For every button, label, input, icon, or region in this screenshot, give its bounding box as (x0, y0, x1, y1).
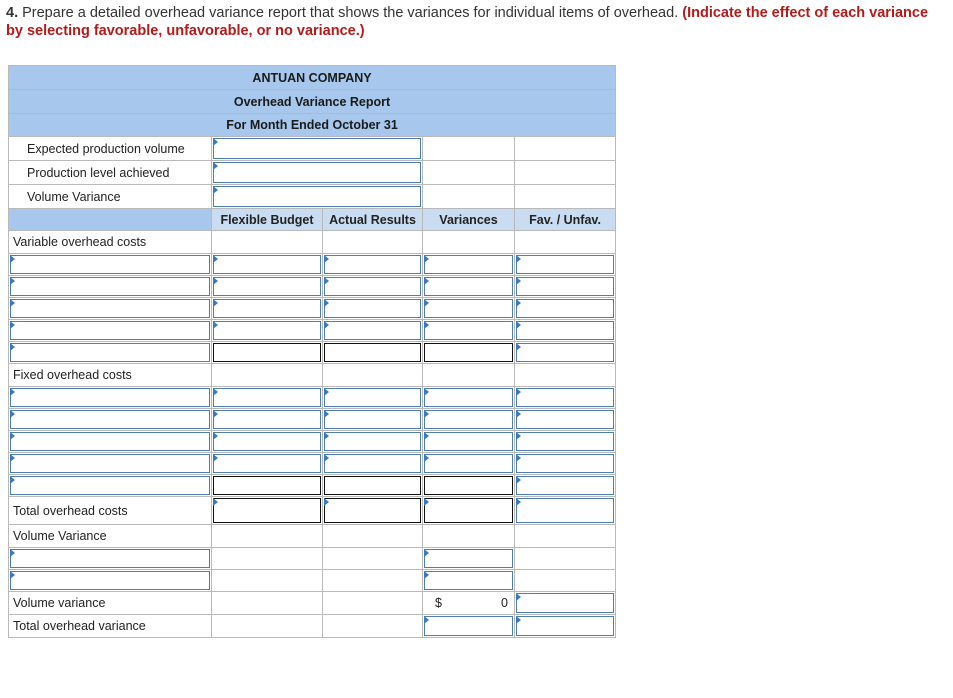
dropdown-arrow-icon (424, 299, 429, 307)
variable-flexible-input[interactable] (212, 276, 323, 298)
fixed-flexible-input[interactable] (212, 453, 323, 475)
variable-total-flexible[interactable] (212, 342, 323, 364)
volume-variance-value: 0 (501, 596, 508, 610)
fixed-total-variance[interactable] (423, 475, 515, 497)
dropdown-arrow-icon (213, 498, 218, 506)
dropdown-arrow-icon (324, 498, 329, 506)
variable-actual-input[interactable] (323, 254, 423, 276)
dropdown-arrow-icon (10, 255, 15, 263)
dropdown-arrow-icon (424, 616, 429, 624)
dropdown-arrow-icon (516, 277, 521, 285)
dropdown-arrow-icon (213, 410, 218, 418)
variable-item-input[interactable] (9, 298, 212, 320)
column-fav-unfav: Fav. / Unfav. (515, 209, 616, 231)
total-overhead-variance-label: Total overhead variance (9, 615, 212, 638)
dropdown-arrow-icon (424, 321, 429, 329)
dropdown-arrow-icon (213, 162, 218, 170)
dropdown-arrow-icon (213, 388, 218, 396)
dropdown-arrow-icon (213, 454, 218, 462)
total-overhead-costs-label: Total overhead costs (9, 497, 212, 525)
fixed-total-flexible[interactable] (212, 475, 323, 497)
dropdown-arrow-icon (424, 571, 429, 579)
dropdown-arrow-icon (516, 410, 521, 418)
dropdown-arrow-icon (516, 616, 521, 624)
dropdown-arrow-icon (10, 343, 15, 351)
dropdown-arrow-icon (516, 343, 521, 351)
fixed-fav-unfav-select[interactable] (515, 453, 616, 475)
variable-flexible-input[interactable] (212, 254, 323, 276)
dropdown-arrow-icon (516, 454, 521, 462)
dropdown-arrow-icon (324, 277, 329, 285)
dropdown-arrow-icon (424, 410, 429, 418)
fixed-total-label-input[interactable] (9, 475, 212, 497)
report-title: Overhead Variance Report (9, 90, 616, 114)
variable-fav-unfav-select[interactable] (515, 320, 616, 342)
production-level-achieved-input[interactable] (212, 161, 423, 185)
fixed-actual-input[interactable] (323, 431, 423, 453)
variable-fav-unfav-select[interactable] (515, 254, 616, 276)
fixed-variance-input[interactable] (423, 387, 515, 409)
expected-production-volume-input[interactable] (212, 137, 423, 161)
fixed-actual-input[interactable] (323, 387, 423, 409)
production-level-achieved-label: Production level achieved (9, 161, 212, 185)
variable-actual-input[interactable] (323, 298, 423, 320)
variable-total-actual[interactable] (323, 342, 423, 364)
dropdown-arrow-icon (10, 476, 15, 484)
dropdown-arrow-icon (516, 476, 521, 484)
dropdown-arrow-icon (213, 255, 218, 263)
dropdown-arrow-icon (10, 410, 15, 418)
dropdown-arrow-icon (516, 498, 521, 506)
report-period: For Month Ended October 31 (9, 114, 616, 137)
fixed-flexible-input[interactable] (212, 409, 323, 431)
fixed-overhead-label: Fixed overhead costs (9, 364, 212, 387)
fixed-actual-input[interactable] (323, 453, 423, 475)
fixed-variance-input[interactable] (423, 431, 515, 453)
variable-total-label-input[interactable] (9, 342, 212, 364)
volume-variance-line2-amount[interactable] (423, 570, 515, 592)
variable-flexible-input[interactable] (212, 298, 323, 320)
dropdown-arrow-icon (10, 388, 15, 396)
volume-variance-amount (423, 592, 515, 615)
dropdown-arrow-icon (324, 388, 329, 396)
variable-total-variance[interactable] (423, 342, 515, 364)
dropdown-arrow-icon (424, 549, 429, 557)
volume-variance-row-label: Volume variance (9, 592, 212, 615)
dropdown-arrow-icon (516, 388, 521, 396)
overhead-variance-report (8, 65, 616, 638)
dropdown-arrow-icon (10, 299, 15, 307)
dropdown-arrow-icon (10, 571, 15, 579)
question-instruction: (Indicate the effect of each variance by selecting favorable, unfavorable, or no variance.) (6, 5, 929, 39)
variable-variance-input[interactable] (423, 254, 515, 276)
variable-actual-input[interactable] (323, 320, 423, 342)
total-overhead-variance-amount[interactable] (423, 615, 515, 638)
variable-variance-input[interactable] (423, 276, 515, 298)
dropdown-arrow-icon (324, 299, 329, 307)
dropdown-arrow-icon (324, 432, 329, 440)
dropdown-arrow-icon (10, 432, 15, 440)
volume-variance-line2-input[interactable] (9, 570, 212, 592)
dropdown-arrow-icon (424, 454, 429, 462)
question-number: 4. (6, 5, 19, 21)
dropdown-arrow-icon (10, 454, 15, 462)
variable-overhead-label: Variable overhead costs (9, 231, 212, 254)
dropdown-arrow-icon (213, 277, 218, 285)
total-overhead-actual[interactable] (323, 497, 423, 525)
dropdown-arrow-icon (324, 410, 329, 418)
volume-variance-line1-amount[interactable] (423, 548, 515, 570)
column-actual-results: Actual Results (323, 209, 423, 231)
volume-variance-top-input[interactable] (212, 185, 423, 209)
currency-symbol: $ (435, 596, 442, 610)
dropdown-arrow-icon (516, 321, 521, 329)
variable-fav-unfav-select[interactable] (515, 276, 616, 298)
total-overhead-variance-fav-unfav-select[interactable] (515, 615, 616, 638)
dropdown-arrow-icon (10, 277, 15, 285)
variable-actual-input[interactable] (323, 276, 423, 298)
company-name: ANTUAN COMPANY (9, 66, 616, 90)
dropdown-arrow-icon (213, 321, 218, 329)
fixed-actual-input[interactable] (323, 409, 423, 431)
fixed-total-actual[interactable] (323, 475, 423, 497)
variable-variance-input[interactable] (423, 320, 515, 342)
variable-total-fav-unfav-select[interactable] (515, 342, 616, 364)
column-flexible-budget: Flexible Budget (212, 209, 323, 231)
variable-flexible-input[interactable] (212, 320, 323, 342)
question-text (6, 4, 946, 40)
total-overhead-variance[interactable] (423, 497, 515, 525)
fixed-fav-unfav-select[interactable] (515, 431, 616, 453)
fixed-variance-input[interactable] (423, 409, 515, 431)
fixed-item-input[interactable] (9, 431, 212, 453)
fixed-variance-input[interactable] (423, 453, 515, 475)
volume-variance-top-label: Volume Variance (9, 185, 212, 209)
volume-variance-section-label: Volume Variance (9, 525, 212, 548)
variable-item-input[interactable] (9, 320, 212, 342)
volume-variance-fav-unfav-select[interactable] (515, 592, 616, 615)
volume-variance-line1-input[interactable] (9, 548, 212, 570)
fixed-flexible-input[interactable] (212, 431, 323, 453)
column-variances: Variances (423, 209, 515, 231)
dropdown-arrow-icon (516, 432, 521, 440)
dropdown-arrow-icon (324, 321, 329, 329)
dropdown-arrow-icon (424, 255, 429, 263)
expected-production-volume-label: Expected production volume (9, 137, 212, 161)
dropdown-arrow-icon (10, 321, 15, 329)
dropdown-arrow-icon (516, 299, 521, 307)
fixed-item-input[interactable] (9, 387, 212, 409)
dropdown-arrow-icon (10, 549, 15, 557)
dropdown-arrow-icon (213, 186, 218, 194)
variable-item-input[interactable] (9, 276, 212, 298)
dropdown-arrow-icon (424, 498, 429, 506)
fixed-flexible-input[interactable] (212, 387, 323, 409)
total-overhead-fav-unfav-select[interactable] (515, 497, 616, 525)
variable-fav-unfav-select[interactable] (515, 298, 616, 320)
fixed-item-input[interactable] (9, 453, 212, 475)
dropdown-arrow-icon (213, 138, 218, 146)
variable-item-input[interactable] (9, 254, 212, 276)
dropdown-arrow-icon (424, 432, 429, 440)
dropdown-arrow-icon (516, 255, 521, 263)
dropdown-arrow-icon (516, 593, 521, 601)
fixed-fav-unfav-select[interactable] (515, 409, 616, 431)
dropdown-arrow-icon (213, 432, 218, 440)
dropdown-arrow-icon (424, 277, 429, 285)
fixed-total-fav-unfav-select[interactable] (515, 475, 616, 497)
total-overhead-flexible[interactable] (212, 497, 323, 525)
dropdown-arrow-icon (324, 255, 329, 263)
fixed-item-input[interactable] (9, 409, 212, 431)
fixed-fav-unfav-select[interactable] (515, 387, 616, 409)
dropdown-arrow-icon (213, 299, 218, 307)
dropdown-arrow-icon (424, 388, 429, 396)
question-body: Prepare a detailed overhead variance report that shows the variances for individual items of overhead. (18, 5, 683, 21)
dropdown-arrow-icon (324, 454, 329, 462)
variable-variance-input[interactable] (423, 298, 515, 320)
